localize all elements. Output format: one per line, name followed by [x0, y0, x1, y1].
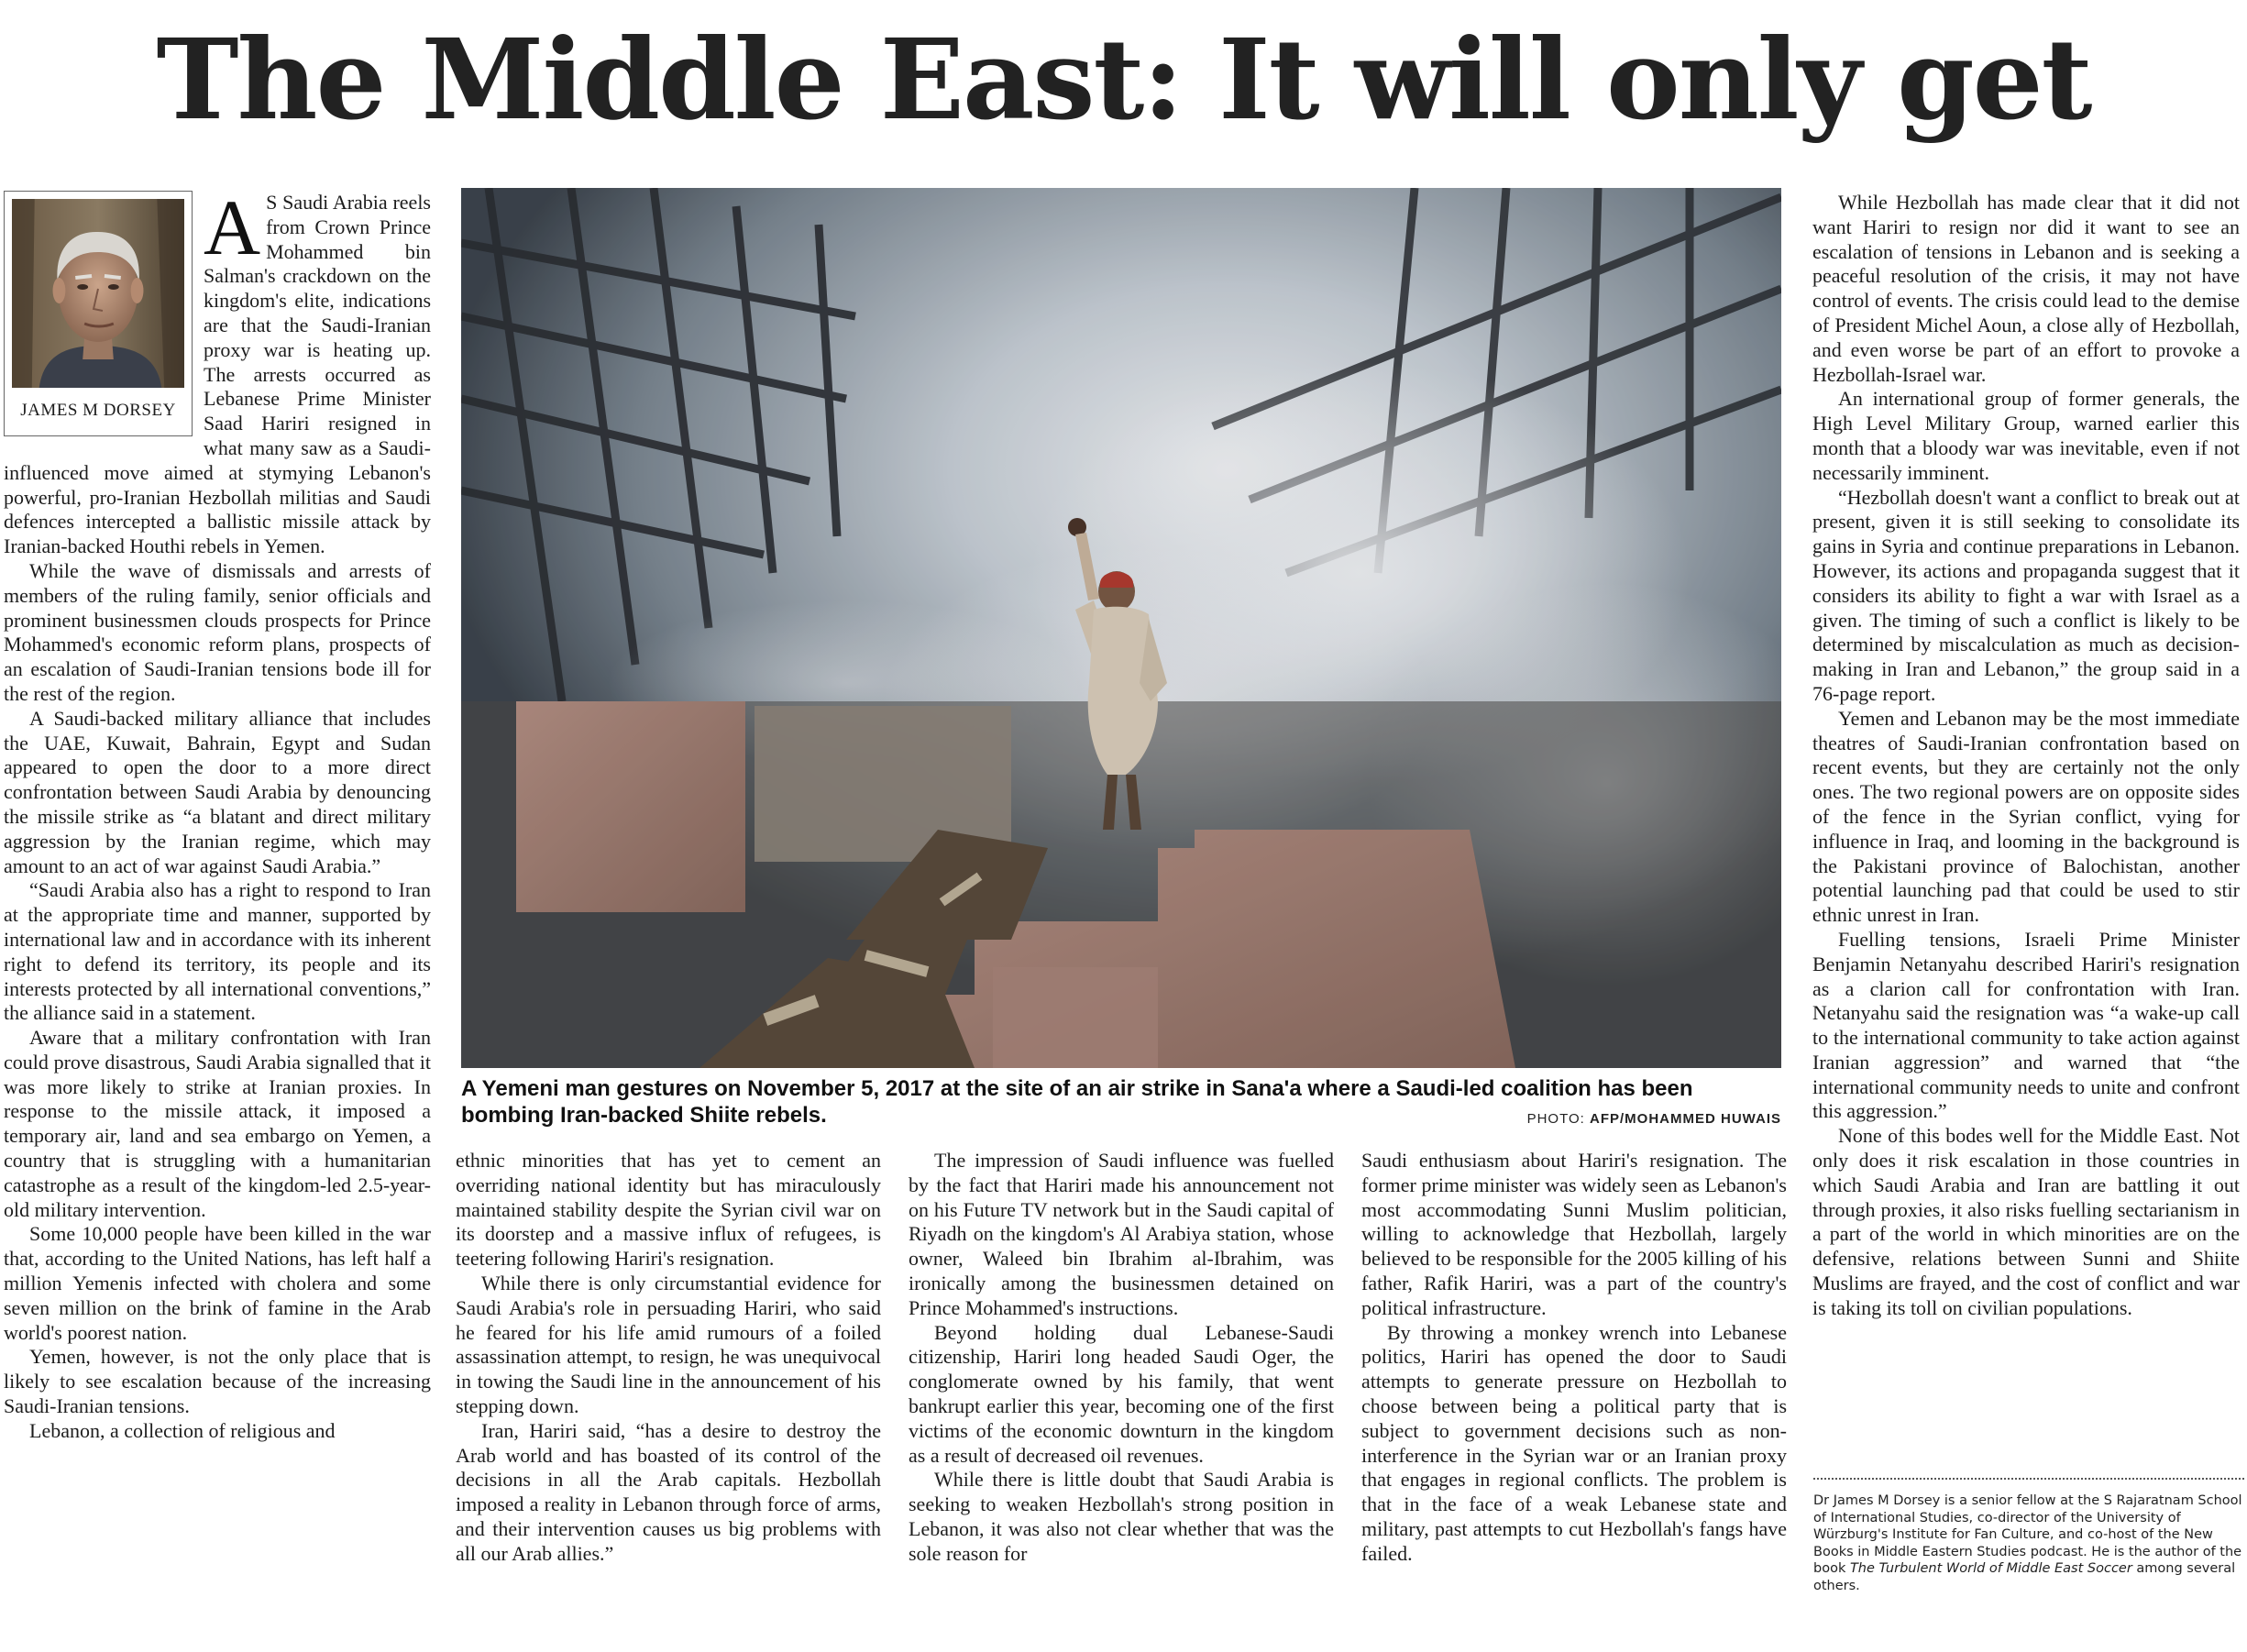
paragraph: While the wave of dismissals and arrests of members of the ruling family, senior officials and prominent businessmen clouds prospects for Prince Mohammed's economic reform plans, prospects of an escalation of Saudi-Iranian tensions bode ill for the rest of the region.: [4, 558, 431, 705]
paragraph: Fuelling tensions, Israeli Prime Minister Benjamin Netanyahu described Hariri's resignation as a clarion call for confrontation with Iran. Netanyahu said the resignation was “a wake-up call to the international community to take action against Iranian aggression” and warned that “the international community needs to unite and confront this aggression.”: [1812, 927, 2240, 1123]
article-column-5: [1812, 191, 2240, 1321]
headline: The Middle East: It will only get: [156, 14, 2091, 145]
drop-cap: A: [204, 183, 261, 271]
paragraph: Aware that a military confrontation with Iran could prove disastrous, Saudi Arabia signalled that it was more likely to strike at Iranian proxies. In response to the missile attack, it imposed a temporary air, land and sea embargo on Yemen, a country that is struggling with a humanitarian catastrophe as a result of the kingdom-led 2.5-year-old military intervention.: [4, 1026, 431, 1221]
article-column-1: [4, 183, 431, 1444]
author-portrait: [12, 199, 184, 388]
author-name: JAMES M DORSEY: [20, 401, 176, 420]
paragraph: None of this bodes well for the Middle East. Not only does it risk escalation in those countries in which Saudi Arabia and Iran are battling it out through proxies, it also risks fuelling sectarianism in a part of the world in which minorities are on the defensive, relations between Sunni and Shiite Muslims are frayed, and the cost of conflict and war is taking its toll on civilian populations.: [1812, 1124, 2240, 1319]
paragraph: Some 10,000 people have been killed in the war that, according to the United Nations, has left half a million Yemenis infected with cholera and some seven million on the brink of famine in the Arab world's poorest nation.: [4, 1222, 431, 1344]
paragraph: The impression of Saudi influence was fuelled by the fact that Hariri made his announcement not on his Future TV network but in the Saudi capital of Riyadh on the kingdom's Al Arabiya station, whose owner, Waleed bin Ibrahim al-Ibrahim, was ironically among the businessmen detained on Prince Mohammed's instructions.: [909, 1149, 1334, 1319]
paragraph: Beyond holding dual Lebanese-Saudi citizenship, Hariri long headed Saudi Oger, the conglomerate owned by his family, that went bankrupt earlier this year, becoming one of the first victims of the economic downturn in the kingdom as a result of decreased oil revenues.: [909, 1320, 1334, 1467]
photo-credit-name: AFP/MOHAMMED HUWAIS: [1590, 1111, 1781, 1127]
paragraph: By throwing a monkey wrench into Lebanese politics, Hariri has opened the door to Saudi attempts to generate pressure on Hezbollah to choose between being a political party that is subject to government decisions such as non-interference in the Syrian war or an Iranian proxy that engages in regional conflicts. The problem is that in the face of a weak Lebanese state and military, past attempts to cut Hezbollah's fangs have failed.: [1361, 1320, 1787, 1565]
paragraph: Saudi enthusiasm about Hariri's resignation. The former prime minister was widely seen as Lebanon's most accommodating Sunni Muslim politician, willing to acknowledge that Hezbollah, largely believed to be responsible for the 2005 killing of his father, Rafik Hariri, was a part of the country's political infrastructure.: [1361, 1149, 1787, 1319]
paragraph: “Saudi Arabia also has a right to respond to Iran at the appropriate time and manner, supported by international law and in accordance with its inherent right to defend its territory, its people and its interests protected by all international conventions,” the alliance said in a statement.: [4, 878, 431, 1025]
bio-book-title: The Turbulent World of Middle East Soccer: [1849, 1561, 2132, 1576]
paragraph: ethnic minorities that has yet to cement an overriding national identity but has miraculously maintained stability despite the Syrian civil war on its doorstep and a massive influx of refugees, is teetering following Hariri's resignation.: [456, 1149, 881, 1271]
article-column-4: [1361, 1149, 1787, 1567]
bio-text-end: among several others.: [1813, 1561, 2236, 1593]
paragraph: Yemen and Lebanon may be the most immediate theatres of Saudi-Iranian confrontation based on recent events, but they are certainly not the only ones. The two regional powers are on opposite sides of the fence in the Syrian conflict, vying for influence in Iraq, and looming in the background is the Pakistani province of Balochistan, another potential launching pad that could be used to stir ethnic unrest in Iran.: [1812, 706, 2240, 927]
bio-text: Dr James M Dorsey is a senior fellow at the S Rajaratnam School of International Studies, co-director of the University of Würzburg's Institute for Fan Culture, and co-host of the New Books in Middle Eastern Studies podcast. He is the author of the book: [1813, 1493, 2242, 1576]
paragraph: A Saudi-backed military alliance that includes the UAE, Kuwait, Bahrain, Egypt and Sudan appeared to open the door to a more direct confrontation between Saudi Arabia by denouncing the missile strike as “a blatant and direct military aggression by the Iranian regime, which may amount to an act of war against Saudi Arabia.”: [4, 706, 431, 877]
paragraph: Yemen, however, is not the only place that is likely to see escalation because of the increasing Saudi-Iranian tensions.: [4, 1345, 431, 1418]
paragraph: While there is little doubt that Saudi Arabia is seeking to weaken Hezbollah's strong position in Lebanon, it was also not clear whether that was the sole reason for: [909, 1468, 1334, 1565]
photo-credit-label: PHOTO:: [1526, 1111, 1585, 1127]
article-column-2: [456, 1149, 881, 1567]
news-photo: [461, 188, 1781, 1068]
paragraph: While there is only circumstantial evidence for Saudi Arabia's role in persuading Hariri, who said he feared for his life amid rumours of a foiled assassination attempt, to resign, he was unequivocal in towing the Saudi line in the announcement of his stepping down.: [456, 1271, 881, 1417]
photo-caption: A Yemeni man gestures on November 5, 2017 at the site of an air strike in Sana'a where a Saudi-led coalition has been bombing Iran-backed Shiite rebels.: [461, 1076, 1693, 1128]
paragraph: Iran, Hariri said, “has a desire to destroy the Arab world and has boasted of its control of the decisions in all the Arab capitals. Hezbollah imposed a reality in Lebanon through force of arms, and their intervention causes us big problems with all our Arab allies.”: [456, 1418, 881, 1565]
paragraph: “Hezbollah doesn't want a conflict to break out at present, given it is still seeking to consolidate its gains in Syria and continue preparations in Lebanon. However, its actions and propaganda suggest that it considers its ability to fight a war with Israel as a given. The timing of such a conflict is likely to be determined by miscalculation as much as decision-making in Iran and Lebanon,” the group said in a 76-page report.: [1812, 485, 2240, 705]
author-box: [4, 191, 193, 436]
paragraph: An international group of former generals, the High Level Military Group, warned earlier this month that a bloody war was inevitable, even if not necessarily imminent.: [1812, 387, 2240, 484]
paragraph: S Saudi Arabia reels from Crown Prince Mohammed bin Salman's crackdown on the kingdom's elite, indications are that the Saudi-Iranian proxy war is heating up. The arrests occurred as Lebanese Prime Minister Saad Hariri resigned in what many saw as a Saudi-influenced move aimed at stymying Lebanon's powerful, pro-Iranian Hezbollah militias and Saudi defences intercepted a ballistic missile attack by Iranian-backed Houthi rebels in Yemen.: [4, 191, 431, 558]
article-column-3: [909, 1149, 1334, 1567]
author-bio: [1813, 1478, 2244, 1594]
paragraph: While Hezbollah has made clear that it did not want Hariri to resign nor did it want to see an escalation of tensions in Lebanon and is seeking a peaceful resolution of the crisis, it may not have control of events. The crisis could lead to the demise of President Michel Aoun, a close ally of Hezbollah, and even worse be part of an effort to provoke a Hezbollah-Israel war.: [1812, 191, 2240, 386]
paragraph: Lebanon, a collection of religious and: [29, 1418, 336, 1442]
photo-credit: [1527, 1111, 1781, 1127]
airstrike-scene-image: [461, 188, 1781, 1068]
